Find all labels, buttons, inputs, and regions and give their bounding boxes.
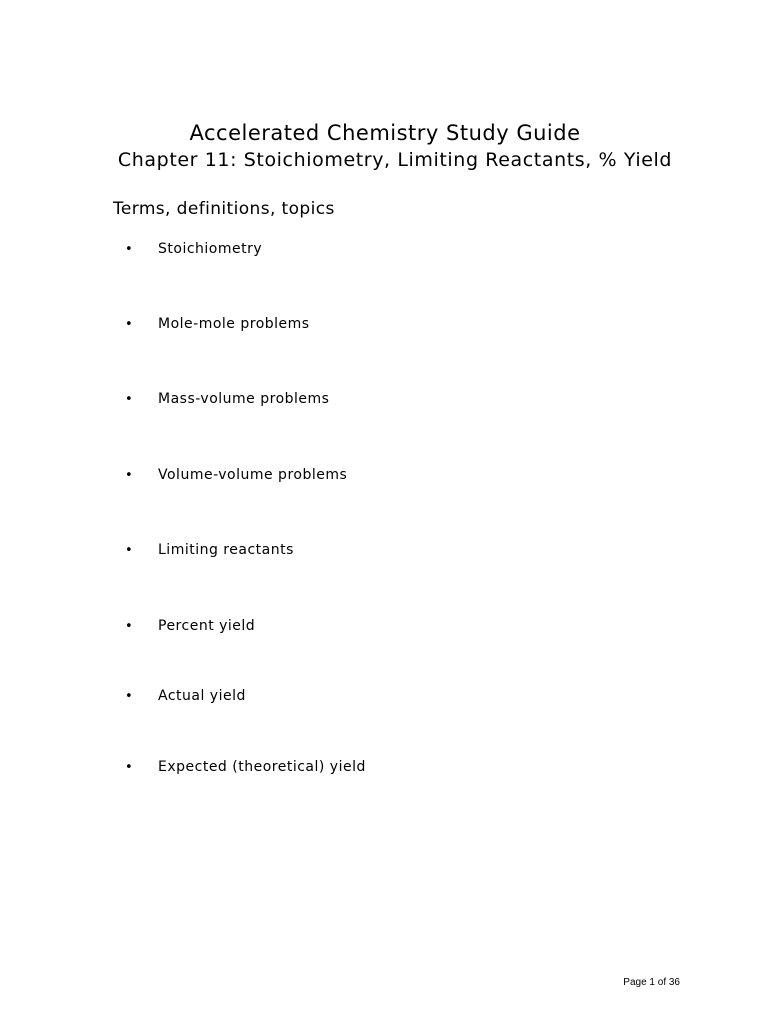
section-heading: Terms, definitions, topics	[113, 199, 335, 219]
topic-label: Mole-mole problems	[158, 316, 310, 332]
topic-label: Actual yield	[158, 688, 246, 704]
topic-label: Expected (theoretical) yield	[158, 759, 366, 775]
topic-label: Volume-volume problems	[158, 467, 348, 483]
page-number: Page 1 of 36	[623, 977, 680, 988]
list-item	[125, 616, 255, 637]
list-item	[125, 314, 310, 335]
topic-label: Mass-volume problems	[158, 391, 330, 407]
list-item	[125, 239, 262, 260]
bullet-icon: •	[125, 760, 134, 775]
list-item	[125, 757, 366, 778]
bullet-icon: •	[125, 317, 134, 332]
list-item	[125, 389, 329, 410]
list-item	[125, 540, 294, 561]
bullet-icon: •	[125, 392, 134, 407]
list-item	[125, 465, 347, 486]
chapter-subtitle: Chapter 11: Stoichiometry, Limiting Reactants, % Yield	[117, 149, 673, 171]
bullet-icon: •	[125, 468, 134, 483]
list-item	[125, 686, 246, 707]
bullet-icon: •	[125, 619, 134, 634]
bullet-icon: •	[125, 242, 134, 257]
topic-label: Limiting reactants	[158, 542, 294, 558]
topic-label: Stoichiometry	[158, 241, 263, 257]
bullet-icon: •	[125, 689, 134, 704]
document-title: Accelerated Chemistry Study Guide	[189, 121, 581, 145]
bullet-icon: •	[125, 543, 134, 558]
topic-label: Percent yield	[158, 618, 256, 634]
